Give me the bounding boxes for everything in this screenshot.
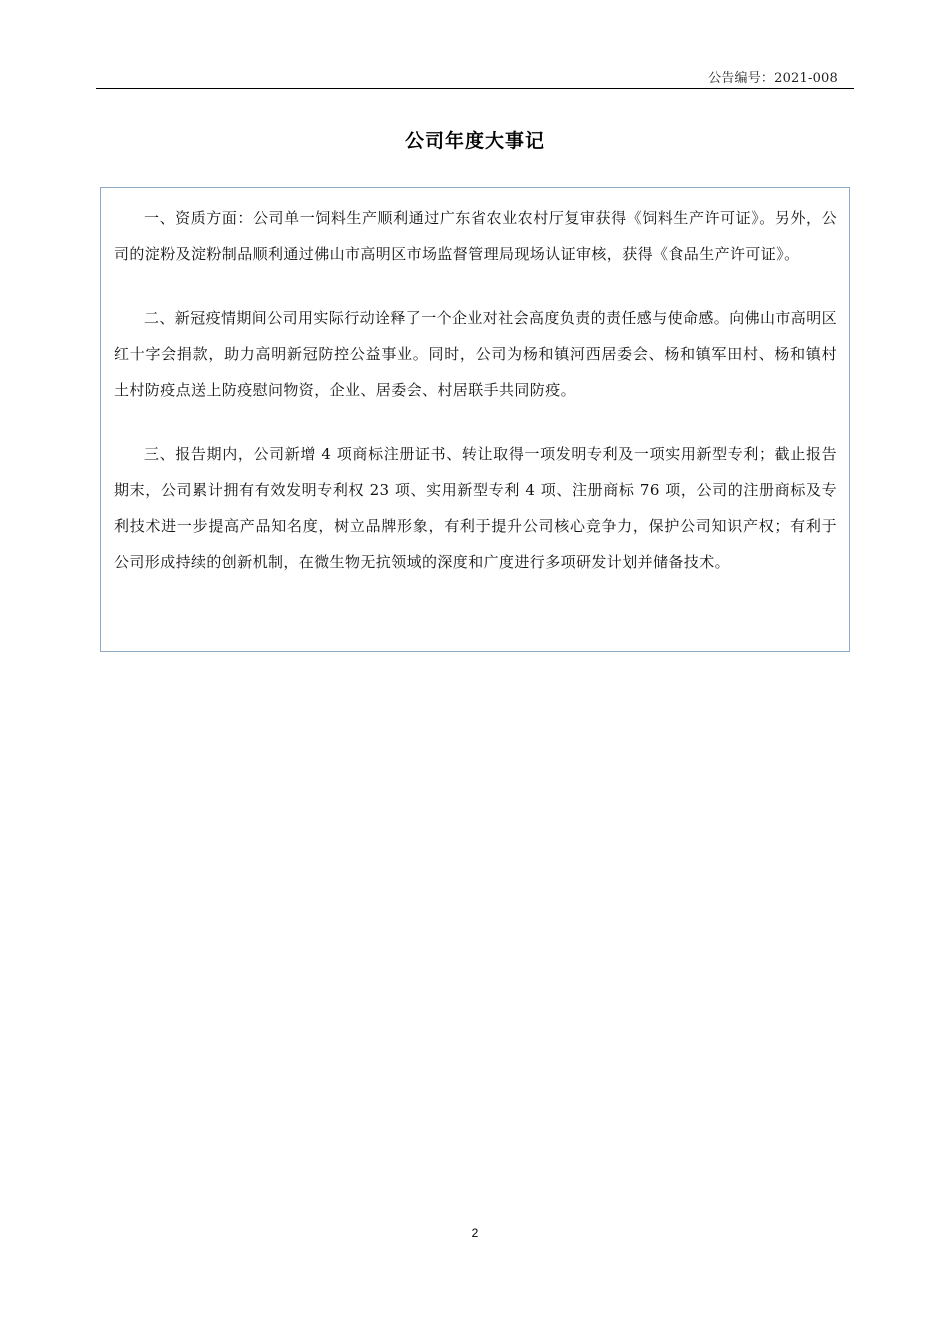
header-rule xyxy=(96,88,854,89)
events-content-box xyxy=(100,187,850,652)
paragraph-covid-response: 二、新冠疫情期间公司用实际行动诠释了一个企业对社会高度负责的责任感与使命感。向佛山市高明区红十字会捐款，助力高明新冠防控公益事业。同时，公司为杨和镇河西居委会、杨和镇军田村、杨和镇村土村防疫点送上防疫慰问物资，企业、居委会、村居联手共同防疫。 xyxy=(114,309,838,399)
page-header-notice: 公告编号：2021-008 xyxy=(708,71,838,86)
paragraph-gap xyxy=(114,408,837,436)
page-number: 2 xyxy=(471,1226,479,1240)
paragraph-gap xyxy=(114,272,837,300)
paragraph-qualifications: 一、资质方面：公司单一饲料生产顺利通过广东省农业农村厅复审获得《饲料生产许可证》。另外，公司的淀粉及淀粉制品顺利通过佛山市高明区市场监督管理局现场认证审核，获得《食品生产许可证》。 xyxy=(114,209,837,263)
page-title: 公司年度大事记 xyxy=(404,130,545,152)
paragraph-intellectual-property: 三、报告期内，公司新增 4 项商标注册证书、转让取得一项发明专利及一项实用新型专利；截止报告期末，公司累计拥有有效发明专利权 23 项、实用新型专利 4 项、注册商标 76 项，公司的注册商标及专利技术进一步提高产品知名度，树立品牌形象，有利于提升公司核心竞争力，保护公司知识产权；有利于公司形成持续的创新机制，在微生物无抗领域的深度和广度进行多项研发计划并储备技术。 xyxy=(114,445,837,571)
